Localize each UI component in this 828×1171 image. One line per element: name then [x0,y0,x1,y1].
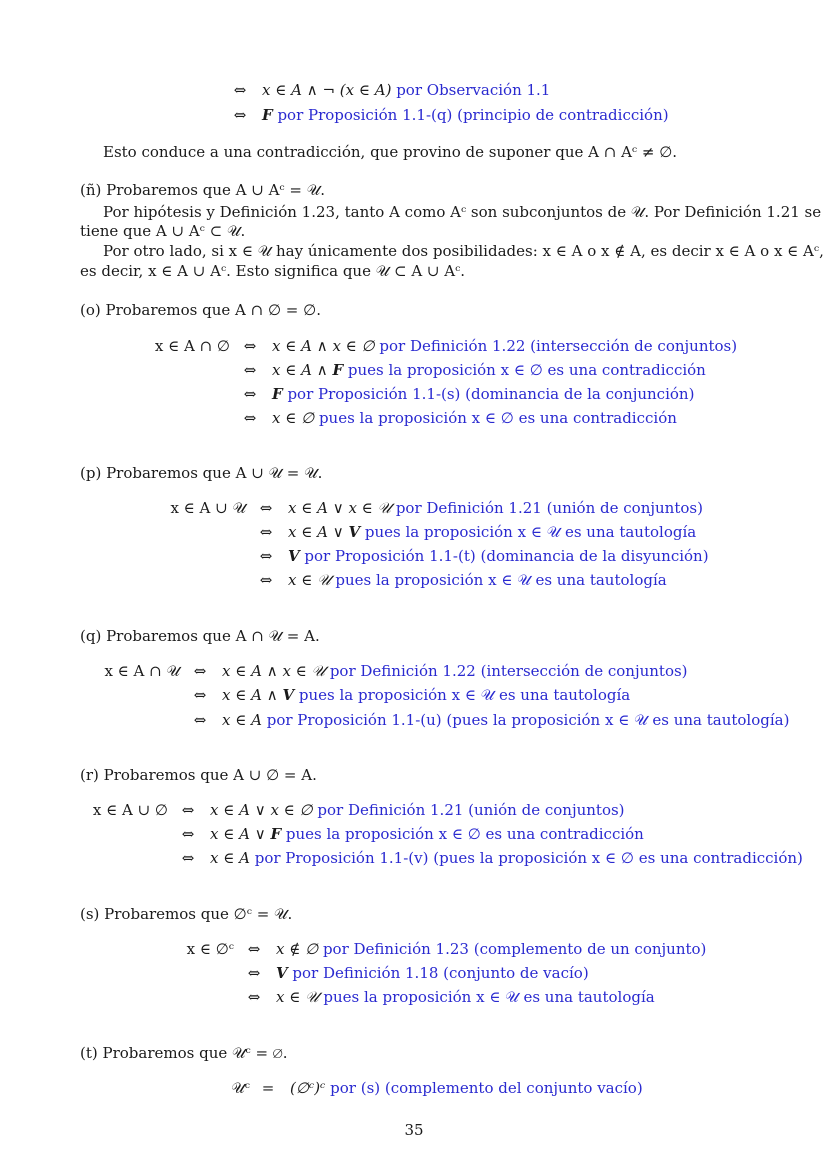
iff-symbol: ⇔ [247,964,261,982]
section-heading: (t) Probaremos que 𝒰ᶜ = ∅. [80,1044,288,1062]
iff-symbol: ⇔ [243,361,257,379]
iff-symbol: ⇔ [243,409,257,427]
iff-symbol: ⇔ [259,547,273,565]
derivation-lhs: 𝒰ᶜ [231,1079,250,1097]
section-heading: (o) Probaremos que A ∩ ∅ = ∅. [80,301,321,319]
iff-symbol: ⇔ [259,523,273,541]
iff-symbol: ⇔ [181,825,195,843]
derivation-step: F por Proposición 1.1-(s) (dominancia de la conjunción) [272,385,695,403]
derivation-step: x ∈ A por Proposición 1.1-(v) (pues la proposición x ∈ ∅ es una contradicción) [210,849,803,867]
iff-symbol: ⇔ [181,849,195,867]
iff-symbol: ⇔ [233,106,247,124]
derivation-step: x ∈ A ∧ V pues la proposición x ∈ 𝒰 es una tautología [222,686,631,704]
derivation-lhs: x ∈ ∅ᶜ [186,940,234,958]
derivation-lhs: x ∈ A ∪ ∅ [92,801,168,819]
derivation-step: x ∈ 𝒰 pues la proposición x ∈ 𝒰 es una tautología [288,571,667,589]
derivation-step: x ∈ A ∨ F pues la proposición x ∈ ∅ es una contradicción [210,825,644,843]
section-heading: (q) Probaremos que A ∩ 𝒰 = A. [80,627,320,645]
derivation-step: x ∈ A ∨ x ∈ 𝒰 por Definición 1.21 (unión de conjuntos) [288,499,703,517]
derivation-lhs: x ∈ A ∪ 𝒰 [170,499,246,517]
derivation-lhs: x ∈ A ∩ ∅ [154,337,230,355]
iff-symbol: ⇔ [259,571,273,589]
equals-symbol: = [261,1079,275,1097]
paragraph-line: es decir, x ∈ A ∪ Aᶜ. Esto significa que 𝒰 ⊂ A ∪ Aᶜ. [80,262,466,280]
iff-symbol: ⇔ [247,940,261,958]
section-heading: (ñ) Probaremos que A ∪ Aᶜ = 𝒰. [80,181,325,199]
derivation-lhs: x ∈ A ∩ 𝒰 [104,662,180,680]
paragraph-line: Por hipótesis y Definición 1.23, tanto A como Aᶜ son subconjuntos de 𝒰. Por Definición 1.21 se [103,203,822,221]
iff-symbol: ⇔ [243,337,257,355]
iff-symbol: ⇔ [259,499,273,517]
derivation-step: x ∈ A ∧ F pues la proposición x ∈ ∅ es una contradicción [272,361,706,379]
derivation-step: x ∈ 𝒰 pues la proposición x ∈ 𝒰 es una tautología [276,988,655,1006]
derivation-step: x ∈ ∅ pues la proposición x ∈ ∅ es una contradicción [272,409,677,427]
derivation-step: V por Proposición 1.1-(t) (dominancia de la disyunción) [288,547,709,565]
iff-symbol: ⇔ [193,686,207,704]
iff-symbol: ⇔ [243,385,257,403]
contradiction-text: Esto conduce a una contradicción, que provino de suponer que A ∩ Aᶜ ≠ ∅. [103,143,678,161]
section-heading: (s) Probaremos que ∅ᶜ = 𝒰. [80,905,293,923]
iff-symbol: ⇔ [233,81,247,99]
iff-symbol: ⇔ [181,801,195,819]
derivation-step: x ∈ A ∨ V pues la proposición x ∈ 𝒰 es una tautología [288,523,697,541]
page-number: 35 [404,1121,424,1139]
derivation-step: (∅ᶜ)ᶜ por (s) (complemento del conjunto vacío) [290,1079,643,1097]
iff-symbol: ⇔ [247,988,261,1006]
section-heading: (p) Probaremos que A ∪ 𝒰 = 𝒰. [80,464,323,482]
iff-symbol: ⇔ [193,711,207,729]
derivation-step: x ∈ A ∧ x ∈ 𝒰 por Definición 1.22 (intersección de conjuntos) [222,662,688,680]
derivation-step: V por Definición 1.18 (conjunto de vacío) [276,964,589,982]
section-heading: (r) Probaremos que A ∪ ∅ = A. [80,766,317,784]
paragraph-line: tiene que A ∪ Aᶜ ⊂ 𝒰. [80,222,246,240]
derivation-step: x ∈ A ∧ ¬ (x ∈ A) por Observación 1.1 [262,81,551,99]
derivation-step: x ∈ A por Proposición 1.1-(u) (pues la proposición x ∈ 𝒰 es una tautología) [222,711,790,729]
derivation-step: x ∈ A ∧ x ∈ ∅ por Definición 1.22 (intersección de conjuntos) [272,337,738,355]
iff-symbol: ⇔ [193,662,207,680]
paragraph-line: Por otro lado, si x ∈ 𝒰 hay únicamente dos posibilidades: x ∈ A o x ∉ A, es decir x ∈ A o x ∈ Aᶜ, [103,242,824,260]
derivation-step: F por Proposición 1.1-(q) (principio de contradicción) [262,106,669,124]
derivation-step: x ∉ ∅ por Definición 1.23 (complemento de un conjunto) [276,940,707,958]
derivation-step: x ∈ A ∨ x ∈ ∅ por Definición 1.21 (unión de conjuntos) [210,801,625,819]
